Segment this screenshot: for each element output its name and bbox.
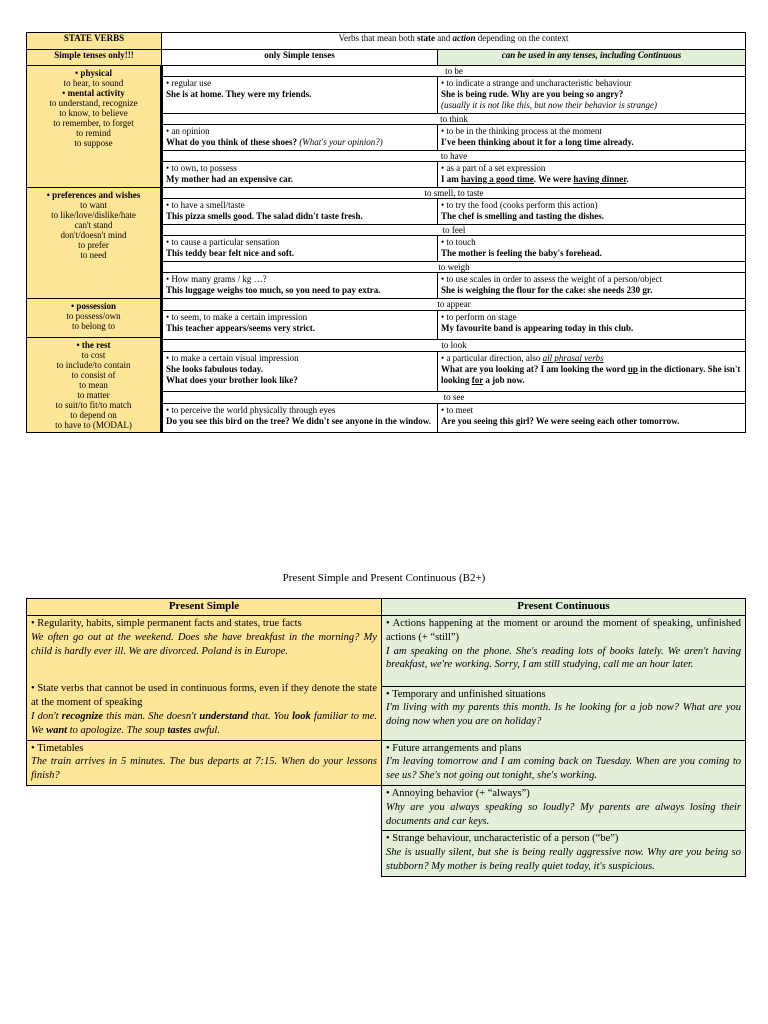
simple-cell: • How many grams / kg …? This luggage weighs too much, so you need to pay extra. [162, 273, 438, 299]
context-header: Verbs that mean both state and action depending on the context [162, 33, 746, 50]
only-simple-header: only Simple tenses [162, 50, 438, 66]
verb-label: to see [162, 392, 746, 404]
verb-label: to look [162, 339, 746, 351]
simple-regularity-cell: • Regularity, habits, simple permanent facts and states, true facts We often go out at the weekend. Does she have breakfast in the morning? My child is hardly ever ill. We are divorced. Poland is in Europe. • State verbs that cannot be used in continuous forms, even if they denote the state at the moment of speaking I don't recognize this man. She doesn't understand that. You look familiar to me. We want to apologize. The soup tastes awful. [27, 616, 382, 741]
continuous-cell: • to touch The mother is feeling the baby's forehead. [438, 236, 746, 262]
verb-label: to weigh [162, 262, 746, 273]
simple-cell: • regular use She is at home. They were my friends. [162, 77, 438, 114]
simple-cell: • to own, to possess My mother had an expensive car. [162, 162, 438, 188]
simple-timetables-cell: • Timetables The train arrives in 5 minutes. The bus departs at 7:15. When do your lessons finish? [27, 740, 382, 785]
continuous-cell: • to be in the thinking process at the moment I've been thinking about it for a long time already. [438, 125, 746, 151]
state-verbs-table-full [26, 32, 746, 433]
simple-cell: • to cause a particular sensation This teddy bear felt nice and soft. [162, 236, 438, 262]
continuous-cell: • to perform on stage My favourite band is appearing today in this club. [438, 311, 746, 340]
tenses-title: Present Simple and Present Continuous (B2+) [282, 572, 486, 584]
verb-label: to feel [162, 225, 746, 236]
present-continuous-header: Present Continuous [382, 599, 746, 616]
group-preferences: • preferences and wishes to want to like/love/dislike/hate can't stand don't/doesn't mind to prefer to need [27, 188, 162, 299]
verb-label: to have [162, 151, 746, 162]
tenses-table [26, 598, 746, 877]
continuous-annoying-cell: • Annoying behavior (+ “always”) Why are you always speaking so loudly? My parents are always losing their documents and car keys. [382, 785, 746, 830]
continuous-cell: • to meet Are you seeing this girl? We were seeing each other tomorrow. [438, 404, 746, 433]
continuous-future-cell: • Future arrangements and plans I'm leaving tomorrow and I am coming back on Tuesday. When are you coming to see us? She's not going out tonight, she's working. [382, 740, 746, 785]
continuous-cell: • to use scales in order to assess the weight of a person/object She is weighing the flour for the cake: she needs 230 gr. [438, 273, 746, 299]
continuous-temporary-cell: • Temporary and unfinished situations I'm living with my parents this month. Is he looking for a job now? What are you doing now when you are on holiday? [382, 686, 746, 740]
state-verbs-title: STATE VERBS [27, 33, 162, 50]
continuous-cell: • a particular direction, also all phrasal verbs What are you looking at? I am looking the word up in the dictionary. She isn't looking for a job now. [438, 351, 746, 392]
continuous-cell: • as a part of a set expression I am having a good time. We were having dinner. [438, 162, 746, 188]
verb-label: to smell, to taste [162, 188, 746, 199]
any-tenses-header: can be used in any tenses, including Continuous [438, 50, 746, 66]
continuous-strange-cell: • Strange behaviour, uncharacteristic of a person (“be”) She is usually silent, but she is being really aggressive now. Why are you being so stubborn? My mother is being really quiet today, it's suspicious. [382, 831, 746, 876]
present-simple-header: Present Simple [27, 599, 382, 616]
continuous-now-cell: • Actions happening at the moment or around the moment of speaking, unfinished actions (+ “still”) I am speaking on the phone. She's reading lots of books lately. We aren't having breakfast, we're working. Sorry, I am still studying, call me an hour later. [382, 616, 746, 687]
continuous-cell: • to try the food (cooks perform this action) The chef is smelling and tasting the dishes. [438, 199, 746, 225]
simple-cell: • to perceive the world physically through eyes Do you see this bird on the tree? We didn't see anyone in the window. [162, 404, 438, 433]
continuous-cell: • to indicate a strange and uncharacteristic behaviour She is being rude. Why are you being so angry? (usually it is not like this, but now their behavior is strange) [438, 77, 746, 114]
simple-cell: • to have a smell/taste This pizza smells good. The salad didn't taste fresh. [162, 199, 438, 225]
simple-cell: • to make a certain visual impression She looks fabulous today. What does your brother look like? [162, 351, 438, 392]
group-possession-rest: • possession to possess/own to belong to • the rest to cost to include/to contain to consist of to mean to matter to suit/to fit/to match to depend on to have to (MODAL) [27, 299, 162, 433]
verb-label: to be [162, 66, 746, 77]
verb-label: to think [162, 114, 746, 125]
group-physical-mental: • physical to hear, to sound • mental activity to understand, recognize to know, to believe to remember, to forget to remind to suppose [27, 66, 162, 188]
simple-cell: • to seem, to make a certain impression This teacher appears/seems very strict. [162, 311, 438, 340]
simple-cell: • an opinion What do you think of these shoes? (What's your opinion?) [162, 125, 438, 151]
simple-tenses-only-header: Simple tenses only!!! [27, 50, 162, 66]
verb-label: to appear [162, 299, 746, 311]
